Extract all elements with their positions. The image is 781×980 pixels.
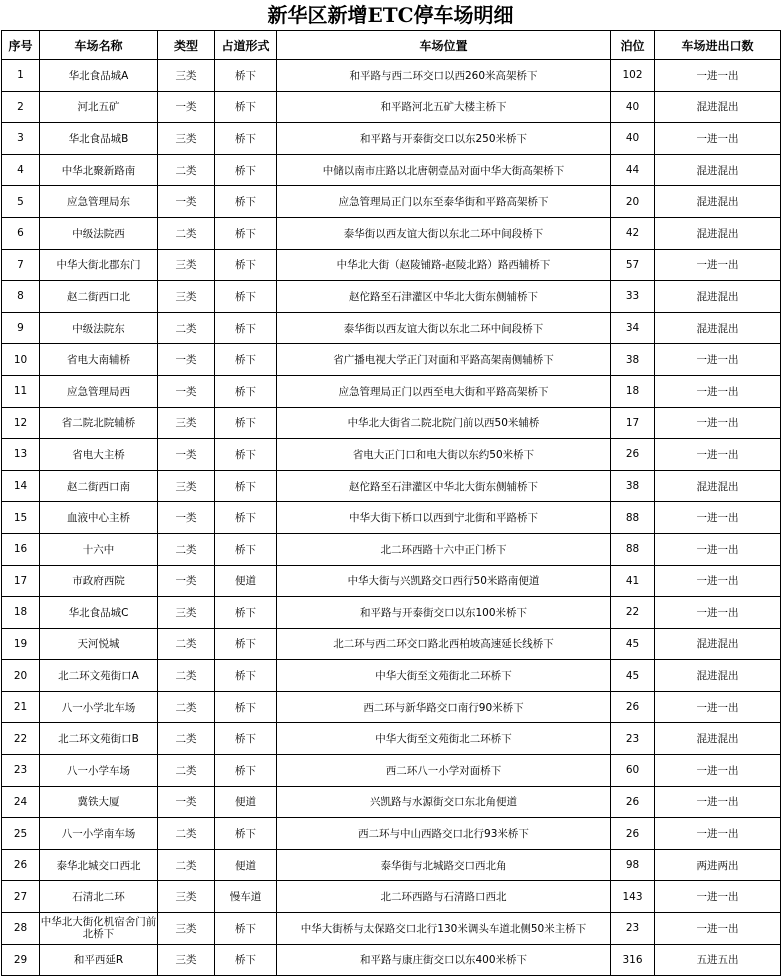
gate-config: 一进一出	[655, 407, 781, 439]
lot-name: 冀铁大厦	[40, 786, 158, 818]
gate-config: 混进混出	[655, 723, 781, 755]
lane-form: 桥下	[215, 660, 277, 692]
spot-count: 102	[611, 60, 655, 92]
lot-location: 应急管理局正门以西至电大街和平路高架桥下	[277, 375, 611, 407]
lot-location: 中华大街桥与太保路交口北行130米调头车道北侧50米主桥下	[277, 913, 611, 945]
lane-form: 桥下	[215, 755, 277, 787]
lot-name: 市政府西院	[40, 565, 158, 597]
gate-config: 一进一出	[655, 502, 781, 534]
spot-count: 143	[611, 881, 655, 913]
table-row	[2, 691, 781, 723]
lot-name: 省二院北院辅桥	[40, 407, 158, 439]
lane-form: 桥下	[215, 502, 277, 534]
table-row	[2, 502, 781, 534]
lot-type: 三类	[158, 881, 215, 913]
lot-type: 三类	[158, 249, 215, 281]
row-number: 4	[2, 154, 40, 186]
gate-config: 一进一出	[655, 533, 781, 565]
lot-location: 兴凯路与水源街交口东北角便道	[277, 786, 611, 818]
table-row	[2, 154, 781, 186]
lot-location: 和平路与西二环交口以西260米高架桥下	[277, 60, 611, 92]
spot-count: 23	[611, 723, 655, 755]
gate-config: 五进五出	[655, 944, 781, 976]
table-body	[2, 60, 781, 976]
lane-form: 桥下	[215, 533, 277, 565]
gate-config: 一进一出	[655, 691, 781, 723]
lot-type: 一类	[158, 91, 215, 123]
spot-count: 17	[611, 407, 655, 439]
table-row	[2, 439, 781, 471]
row-number: 26	[2, 849, 40, 881]
gate-config: 两进两出	[655, 849, 781, 881]
lot-name: 赵二街西口南	[40, 470, 158, 502]
header-no: 序号	[2, 31, 40, 60]
row-number: 17	[2, 565, 40, 597]
row-number: 21	[2, 691, 40, 723]
lane-form: 桥下	[215, 217, 277, 249]
lot-type: 二类	[158, 628, 215, 660]
gate-config: 一进一出	[655, 786, 781, 818]
spot-count: 57	[611, 249, 655, 281]
spot-count: 26	[611, 439, 655, 471]
lane-form: 桥下	[215, 249, 277, 281]
table-row	[2, 217, 781, 249]
lot-name: 中华北聚新路南	[40, 154, 158, 186]
lot-type: 二类	[158, 660, 215, 692]
row-number: 27	[2, 881, 40, 913]
row-number: 1	[2, 60, 40, 92]
lane-form: 桥下	[215, 344, 277, 376]
spot-count: 18	[611, 375, 655, 407]
lot-location: 北二环西路与石清路口西北	[277, 881, 611, 913]
lot-type: 一类	[158, 375, 215, 407]
lot-type: 三类	[158, 944, 215, 976]
lot-name: 华北食品城B	[40, 123, 158, 155]
lot-name: 应急管理局西	[40, 375, 158, 407]
spot-count: 38	[611, 470, 655, 502]
table-row	[2, 407, 781, 439]
header-location: 车场位置	[277, 31, 611, 60]
lane-form: 慢车道	[215, 881, 277, 913]
lot-location: 省电大正门口和电大街以东约50米桥下	[277, 439, 611, 471]
spot-count: 26	[611, 786, 655, 818]
lot-name: 省电大南辅桥	[40, 344, 158, 376]
row-number: 20	[2, 660, 40, 692]
lot-location: 赵佗路至石津灌区中华北大街东侧辅桥下	[277, 470, 611, 502]
table-row	[2, 628, 781, 660]
spot-count: 316	[611, 944, 655, 976]
row-number: 18	[2, 597, 40, 629]
gate-config: 一进一出	[655, 60, 781, 92]
header-name: 车场名称	[40, 31, 158, 60]
row-number: 7	[2, 249, 40, 281]
spot-count: 45	[611, 660, 655, 692]
gate-config: 混进混出	[655, 628, 781, 660]
lot-name: 北二环文苑街口A	[40, 660, 158, 692]
row-number: 23	[2, 755, 40, 787]
lot-type: 二类	[158, 312, 215, 344]
table-row	[2, 533, 781, 565]
lane-form: 桥下	[215, 312, 277, 344]
spot-count: 98	[611, 849, 655, 881]
lot-name: 赵二街西口北	[40, 281, 158, 313]
row-number: 14	[2, 470, 40, 502]
gate-config: 混进混出	[655, 470, 781, 502]
lot-type: 一类	[158, 565, 215, 597]
row-number: 29	[2, 944, 40, 976]
lot-name: 十六中	[40, 533, 158, 565]
table-row	[2, 375, 781, 407]
gate-config: 一进一出	[655, 249, 781, 281]
lot-name: 华北食品城A	[40, 60, 158, 92]
table-row	[2, 123, 781, 155]
gate-config: 混进混出	[655, 281, 781, 313]
lane-form: 桥下	[215, 186, 277, 218]
lot-location: 和平路与开泰街交口以东100米桥下	[277, 597, 611, 629]
gate-config: 混进混出	[655, 660, 781, 692]
lane-form: 桥下	[215, 913, 277, 945]
spot-count: 34	[611, 312, 655, 344]
row-number: 16	[2, 533, 40, 565]
lot-type: 二类	[158, 154, 215, 186]
lane-form: 桥下	[215, 91, 277, 123]
lane-form: 桥下	[215, 628, 277, 660]
spot-count: 88	[611, 533, 655, 565]
lot-location: 西二环与中山西路交口北行93米桥下	[277, 818, 611, 850]
lot-type: 一类	[158, 786, 215, 818]
lot-location: 中华北大街省二院北院门前以西50米辅桥	[277, 407, 611, 439]
gate-config: 一进一出	[655, 755, 781, 787]
lot-name: 华北食品城C	[40, 597, 158, 629]
row-number: 22	[2, 723, 40, 755]
lot-name: 和平西延R	[40, 944, 158, 976]
gate-config: 一进一出	[655, 913, 781, 945]
row-number: 10	[2, 344, 40, 376]
lane-form: 桥下	[215, 123, 277, 155]
lot-location: 中华大街至文苑街北二环桥下	[277, 723, 611, 755]
gate-config: 混进混出	[655, 91, 781, 123]
table-row	[2, 249, 781, 281]
lot-type: 二类	[158, 818, 215, 850]
lot-type: 三类	[158, 597, 215, 629]
table-row	[2, 281, 781, 313]
lot-name: 八一小学车场	[40, 755, 158, 787]
lot-location: 和平路与开泰街交口以东250米桥下	[277, 123, 611, 155]
lot-type: 二类	[158, 755, 215, 787]
lot-name: 天河悦城	[40, 628, 158, 660]
table-row	[2, 881, 781, 913]
gate-config: 一进一出	[655, 123, 781, 155]
row-number: 12	[2, 407, 40, 439]
lot-location: 北二环西路十六中正门桥下	[277, 533, 611, 565]
lot-location: 和平路与康庄街交口以东400米桥下	[277, 944, 611, 976]
lot-name: 应急管理局东	[40, 186, 158, 218]
lane-form: 桥下	[215, 691, 277, 723]
lot-type: 二类	[158, 849, 215, 881]
lot-location: 北二环与西二环交口路北西柏坡高速延长线桥下	[277, 628, 611, 660]
spot-count: 42	[611, 217, 655, 249]
spot-count: 38	[611, 344, 655, 376]
lot-type: 三类	[158, 470, 215, 502]
row-number: 9	[2, 312, 40, 344]
spot-count: 26	[611, 818, 655, 850]
row-number: 6	[2, 217, 40, 249]
gate-config: 一进一出	[655, 881, 781, 913]
lot-location: 西二环八一小学对面桥下	[277, 755, 611, 787]
lot-name: 北二环文苑街口B	[40, 723, 158, 755]
spot-count: 45	[611, 628, 655, 660]
gate-config: 一进一出	[655, 439, 781, 471]
lot-location: 泰华街以西友谊大街以东北二环中间段桥下	[277, 312, 611, 344]
row-number: 2	[2, 91, 40, 123]
spot-count: 40	[611, 123, 655, 155]
lot-location: 中储以南市庄路以北唐朝壹品对面中华大街高架桥下	[277, 154, 611, 186]
lot-location: 应急管理局正门以东至泰华街和平路高架桥下	[277, 186, 611, 218]
spot-count: 41	[611, 565, 655, 597]
lot-location: 中华大街下桥口以西到宁北街和平路桥下	[277, 502, 611, 534]
lot-type: 二类	[158, 723, 215, 755]
row-number: 11	[2, 375, 40, 407]
lane-form: 桥下	[215, 60, 277, 92]
spot-count: 60	[611, 755, 655, 787]
gate-config: 一进一出	[655, 565, 781, 597]
gate-config: 混进混出	[655, 154, 781, 186]
document-title: 新华区新增ETC停车场明细	[267, 3, 514, 27]
lot-name: 中级法院西	[40, 217, 158, 249]
spot-count: 22	[611, 597, 655, 629]
table-header-row	[2, 31, 781, 60]
lot-location: 中华北大街（赵陵铺路-赵陵北路）路西辅桥下	[277, 249, 611, 281]
spot-count: 26	[611, 691, 655, 723]
spot-count: 20	[611, 186, 655, 218]
header-lane: 占道形式	[215, 31, 277, 60]
parking-lot-table	[1, 30, 781, 976]
lot-location: 和平路河北五矿大楼主桥下	[277, 91, 611, 123]
gate-config: 混进混出	[655, 186, 781, 218]
table-row	[2, 944, 781, 976]
lane-form: 桥下	[215, 407, 277, 439]
spot-count: 40	[611, 91, 655, 123]
row-number: 28	[2, 913, 40, 945]
lot-location: 中华大街至文苑街北二环桥下	[277, 660, 611, 692]
lot-name: 石清北二环	[40, 881, 158, 913]
lane-form: 便道	[215, 786, 277, 818]
spot-count: 88	[611, 502, 655, 534]
lane-form: 便道	[215, 849, 277, 881]
row-number: 15	[2, 502, 40, 534]
gate-config: 一进一出	[655, 375, 781, 407]
gate-config: 一进一出	[655, 344, 781, 376]
row-number: 3	[2, 123, 40, 155]
table-row	[2, 660, 781, 692]
lot-type: 二类	[158, 217, 215, 249]
spot-count: 33	[611, 281, 655, 313]
row-number: 25	[2, 818, 40, 850]
lot-name: 八一小学南车场	[40, 818, 158, 850]
lot-name: 血液中心主桥	[40, 502, 158, 534]
row-number: 8	[2, 281, 40, 313]
lot-type: 一类	[158, 502, 215, 534]
row-number: 5	[2, 186, 40, 218]
row-number: 19	[2, 628, 40, 660]
table-row	[2, 849, 781, 881]
lot-name: 河北五矿	[40, 91, 158, 123]
gate-config: 一进一出	[655, 818, 781, 850]
lot-location: 泰华街以西友谊大街以东北二环中间段桥下	[277, 217, 611, 249]
lot-location: 赵佗路至石津灌区中华北大街东侧辅桥下	[277, 281, 611, 313]
lot-name: 中华北大街化机宿舍门前北桥下	[40, 913, 158, 945]
lot-name: 中华大街北郡东门	[40, 249, 158, 281]
lane-form: 桥下	[215, 818, 277, 850]
table-row	[2, 565, 781, 597]
lot-name: 中级法院东	[40, 312, 158, 344]
lot-location: 中华大街与兴凯路交口西行50米路南便道	[277, 565, 611, 597]
gate-config: 混进混出	[655, 217, 781, 249]
lot-type: 三类	[158, 123, 215, 155]
lot-name: 八一小学北车场	[40, 691, 158, 723]
lot-location: 泰华街与北城路交口西北角	[277, 849, 611, 881]
lot-location: 省广播电视大学正门对面和平路高架南侧辅桥下	[277, 344, 611, 376]
lane-form: 桥下	[215, 470, 277, 502]
lot-type: 三类	[158, 913, 215, 945]
table-row	[2, 755, 781, 787]
table-row	[2, 344, 781, 376]
lot-location: 西二环与新华路交口南行90米桥下	[277, 691, 611, 723]
header-type: 类型	[158, 31, 215, 60]
lane-form: 桥下	[215, 154, 277, 186]
row-number: 13	[2, 439, 40, 471]
lot-type: 二类	[158, 691, 215, 723]
row-number: 24	[2, 786, 40, 818]
lot-type: 三类	[158, 281, 215, 313]
table-row	[2, 723, 781, 755]
gate-config: 一进一出	[655, 597, 781, 629]
table-row	[2, 312, 781, 344]
lane-form: 桥下	[215, 944, 277, 976]
table-row	[2, 597, 781, 629]
lot-type: 三类	[158, 60, 215, 92]
table-row	[2, 913, 781, 945]
lane-form: 桥下	[215, 281, 277, 313]
lot-type: 一类	[158, 186, 215, 218]
spot-count: 44	[611, 154, 655, 186]
lot-type: 二类	[158, 533, 215, 565]
table-row	[2, 186, 781, 218]
lot-name: 省电大主桥	[40, 439, 158, 471]
lot-type: 三类	[158, 407, 215, 439]
table-row	[2, 818, 781, 850]
spot-count: 23	[611, 913, 655, 945]
lot-name: 泰华北城交口西北	[40, 849, 158, 881]
table-row	[2, 60, 781, 92]
header-spots: 泊位	[611, 31, 655, 60]
table-row	[2, 470, 781, 502]
lane-form: 桥下	[215, 375, 277, 407]
lane-form: 桥下	[215, 723, 277, 755]
lot-type: 一类	[158, 439, 215, 471]
header-gates: 车场进出口数	[655, 31, 781, 60]
table-row	[2, 91, 781, 123]
lane-form: 便道	[215, 565, 277, 597]
lane-form: 桥下	[215, 439, 277, 471]
lot-type: 一类	[158, 344, 215, 376]
table-row	[2, 786, 781, 818]
gate-config: 混进混出	[655, 312, 781, 344]
lane-form: 桥下	[215, 597, 277, 629]
